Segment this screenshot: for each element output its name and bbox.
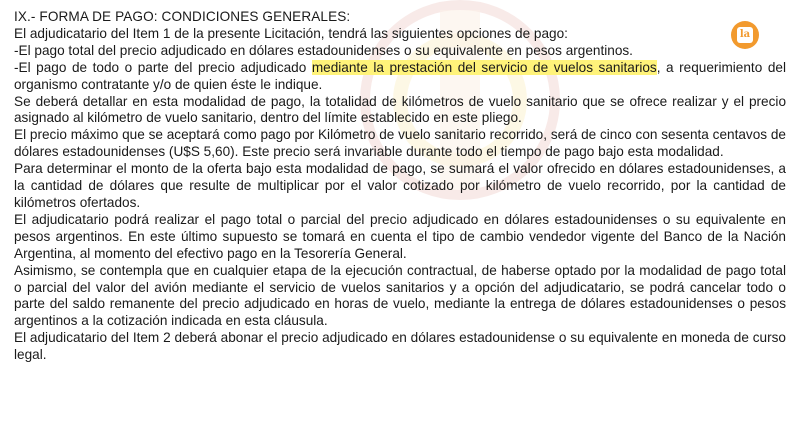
paragraph-option-2 bbox=[14, 60, 786, 94]
paragraph-offer-amount: Para determinar el monto de la oferta bajo esta modalidad de pago, se sumará el valor ofrecido en dólares estadounidenses, a la cantidad de dólares que resulte de multiplicar por el valor cotizado por kilómetro de vuelo recorrido, por la cantidad de kilómetros ofertados. bbox=[14, 161, 786, 210]
paragraph-contract-stage: Asimismo, se contempla que en cualquier etapa de la ejecución contractual, de haberse optado por la modalidad de pago total o parcial del valor del avión mediante el servicio de vuelos sanitarios y a opción del adjudicatario, se podrá cancelar todo o parte del saldo remanente del precio adjudicado en horas de vuelo, mediante la entrega de dólares estadounidenses o pesos argentinos a la cotización indicada en esta cláusula. bbox=[14, 262, 786, 329]
option-2-text-before: -El pago de todo o parte del precio adjudicado bbox=[14, 59, 312, 75]
highlighted-text: mediante la prestación del servicio de vuelos sanitarios bbox=[311, 59, 657, 75]
paragraph-payment-currency: El adjudicatario podrá realizar el pago total o parcial del precio adjudicado en dólares estadounidenses o su equivalente en pesos argentinos. En este último supuesto se tomará en cuenta el tipo de cambio vendedor vigente del Banco de la Nación Argentina, al momento del efectivo pago en la Tesorería General. bbox=[14, 211, 786, 261]
publisher-logo-text: la bbox=[737, 27, 753, 43]
paragraph-intro: El adjudicatario del Item 1 de la presente Licitación, tendrá las siguientes opciones de pago: bbox=[14, 25, 568, 41]
publisher-logo bbox=[731, 21, 759, 49]
option-2-text-after: , a requerimiento del organismo contratante y/o de quien éste le indique. bbox=[14, 59, 786, 92]
section-title: IX.- FORMA DE PAGO: CONDICIONES GENERALES: bbox=[14, 9, 351, 24]
paragraph-option-1: -El pago total del precio adjudicado en dólares estadounidenses o su equivalente en pesos argentinos. bbox=[14, 42, 633, 58]
paragraph-item-2: El adjudicatario del Item 2 deberá abonar el precio adjudicado en dólares estadounidense o su equivalente en moneda de curso legal. bbox=[14, 330, 786, 363]
paragraph-max-price: El precio máximo que se aceptará como pago por Kilómetro de vuelo sanitario recorrido, será de cinco con sesenta centavos de dólares estadounidenses (U$S 5,60). Este precio será invariable durante todo el tiempo de pago bajo esta modalidad. bbox=[14, 127, 786, 160]
paragraph-detail: Se deberá detallar en esta modalidad de pago, la totalidad de kilómetros de vuelo sanitario que se ofrece realizar y el precio asignado al kilómetro de vuelo sanitario, dentro del límite establecido en este pliego. bbox=[14, 93, 786, 126]
document-body bbox=[14, 9, 786, 364]
